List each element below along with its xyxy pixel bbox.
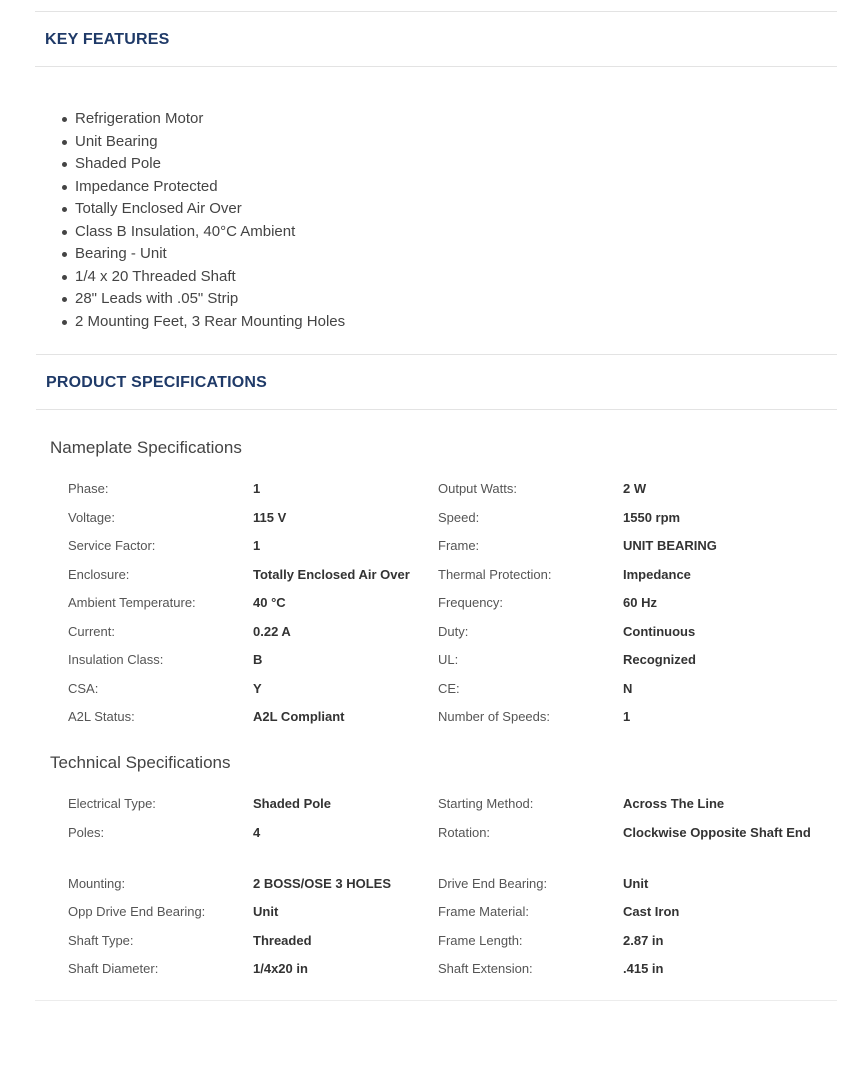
- spec-value: Totally Enclosed Air Over: [253, 566, 410, 582]
- spec-value: 1/4x20 in: [253, 961, 308, 976]
- spec-label: Frame:: [438, 538, 480, 553]
- spec-label: Shaft Type:: [68, 933, 134, 948]
- spec-value: 1: [253, 538, 261, 553]
- spec-label: Drive End Bearing:: [438, 876, 548, 891]
- spec-label: A2L Status:: [68, 709, 135, 724]
- spec-value: Cast Iron: [623, 904, 680, 919]
- feature-item: Refrigeration Motor: [62, 108, 345, 131]
- spec-value: Across The Line: [623, 796, 725, 811]
- spec-label: Shaft Diameter:: [68, 961, 159, 976]
- spec-label: CE:: [438, 680, 460, 696]
- product-specifications-title: PRODUCT SPECIFICATIONS: [46, 374, 268, 391]
- feature-item: Bearing - Unit: [62, 243, 345, 266]
- technical-specifications-title: Technical Specifications: [50, 753, 231, 772]
- spec-value: .415 in: [623, 961, 664, 976]
- spec-label: Starting Method:: [438, 796, 534, 811]
- feature-item: 28" Leads with .05" Strip: [62, 288, 345, 311]
- key-features-list: [62, 108, 345, 333]
- spec-value: Unit: [253, 904, 279, 919]
- spec-value: 1: [253, 481, 261, 496]
- spec-value: 60 Hz: [623, 595, 657, 610]
- spec-value: 2 W: [623, 481, 647, 496]
- spec-value: B: [253, 652, 263, 667]
- spec-label: Rotation:: [438, 825, 491, 840]
- specifications-panel: [35, 410, 837, 1001]
- key-features-header[interactable]: [35, 11, 837, 67]
- spec-label: Mounting:: [68, 876, 126, 891]
- spec-label: Poles:: [68, 825, 105, 840]
- spec-value: Impedance: [623, 566, 691, 582]
- spec-value: Continuous: [623, 623, 696, 639]
- spec-label: Duty:: [438, 623, 469, 639]
- spec-value: 115 V: [253, 509, 287, 525]
- feature-item: Shaded Pole: [62, 153, 345, 176]
- spec-label: Electrical Type:: [68, 796, 156, 811]
- spec-value: N: [623, 680, 633, 696]
- spec-value: 2.87 in: [623, 933, 664, 948]
- spec-label: Frequency:: [438, 595, 504, 610]
- spec-value: A2L Compliant: [253, 709, 345, 724]
- spec-value: 2 BOSS/OSE 3 HOLES: [253, 876, 391, 891]
- spec-value: Unit: [623, 876, 649, 891]
- feature-item: Totally Enclosed Air Over: [62, 198, 345, 221]
- spec-label: Shaft Extension:: [438, 961, 533, 976]
- spec-value: Recognized: [623, 652, 696, 667]
- spec-label: Enclosure:: [68, 566, 130, 582]
- spec-label: Phase:: [68, 481, 109, 496]
- spec-label: Opp Drive End Bearing:: [68, 904, 206, 919]
- product-specifications-header[interactable]: [36, 354, 837, 410]
- spec-value: UNIT BEARING: [623, 538, 717, 553]
- spec-label: Speed:: [438, 509, 480, 525]
- spec-value: 40 °C: [253, 595, 286, 610]
- spec-value: Clockwise Opposite Shaft End: [623, 825, 811, 840]
- feature-item: Impedance Protected: [62, 176, 345, 199]
- spec-value: 0.22 A: [253, 623, 291, 639]
- spec-label: Insulation Class:: [68, 652, 164, 667]
- spec-label: Current:: [68, 623, 115, 639]
- nameplate-specifications-title: Nameplate Specifications: [50, 438, 242, 457]
- feature-item: 1/4 x 20 Threaded Shaft: [62, 266, 345, 289]
- spec-label: Thermal Protection:: [438, 566, 552, 582]
- spec-label: Output Watts:: [438, 481, 517, 496]
- spec-label: Service Factor:: [68, 538, 156, 553]
- spec-value: Shaded Pole: [253, 796, 332, 811]
- spec-label: Number of Speeds:: [438, 709, 551, 724]
- spec-label: Frame Length:: [438, 933, 523, 948]
- feature-item: 2 Mounting Feet, 3 Rear Mounting Holes: [62, 311, 345, 334]
- key-features-title: KEY FEATURES: [45, 31, 170, 48]
- spec-value: 1: [623, 709, 631, 724]
- feature-item: Class B Insulation, 40°C Ambient: [62, 221, 345, 244]
- spec-label: Frame Material:: [438, 904, 530, 919]
- feature-item: Unit Bearing: [62, 131, 345, 154]
- spec-value: 1550 rpm: [623, 509, 681, 525]
- spec-label: Voltage:: [68, 509, 115, 525]
- spec-value: Threaded: [253, 933, 312, 948]
- spec-label: CSA:: [68, 680, 99, 696]
- spec-value: Y: [253, 680, 262, 696]
- spec-label: UL:: [438, 652, 459, 667]
- spec-label: Ambient Temperature:: [68, 595, 196, 610]
- spec-value: 4: [253, 825, 261, 840]
